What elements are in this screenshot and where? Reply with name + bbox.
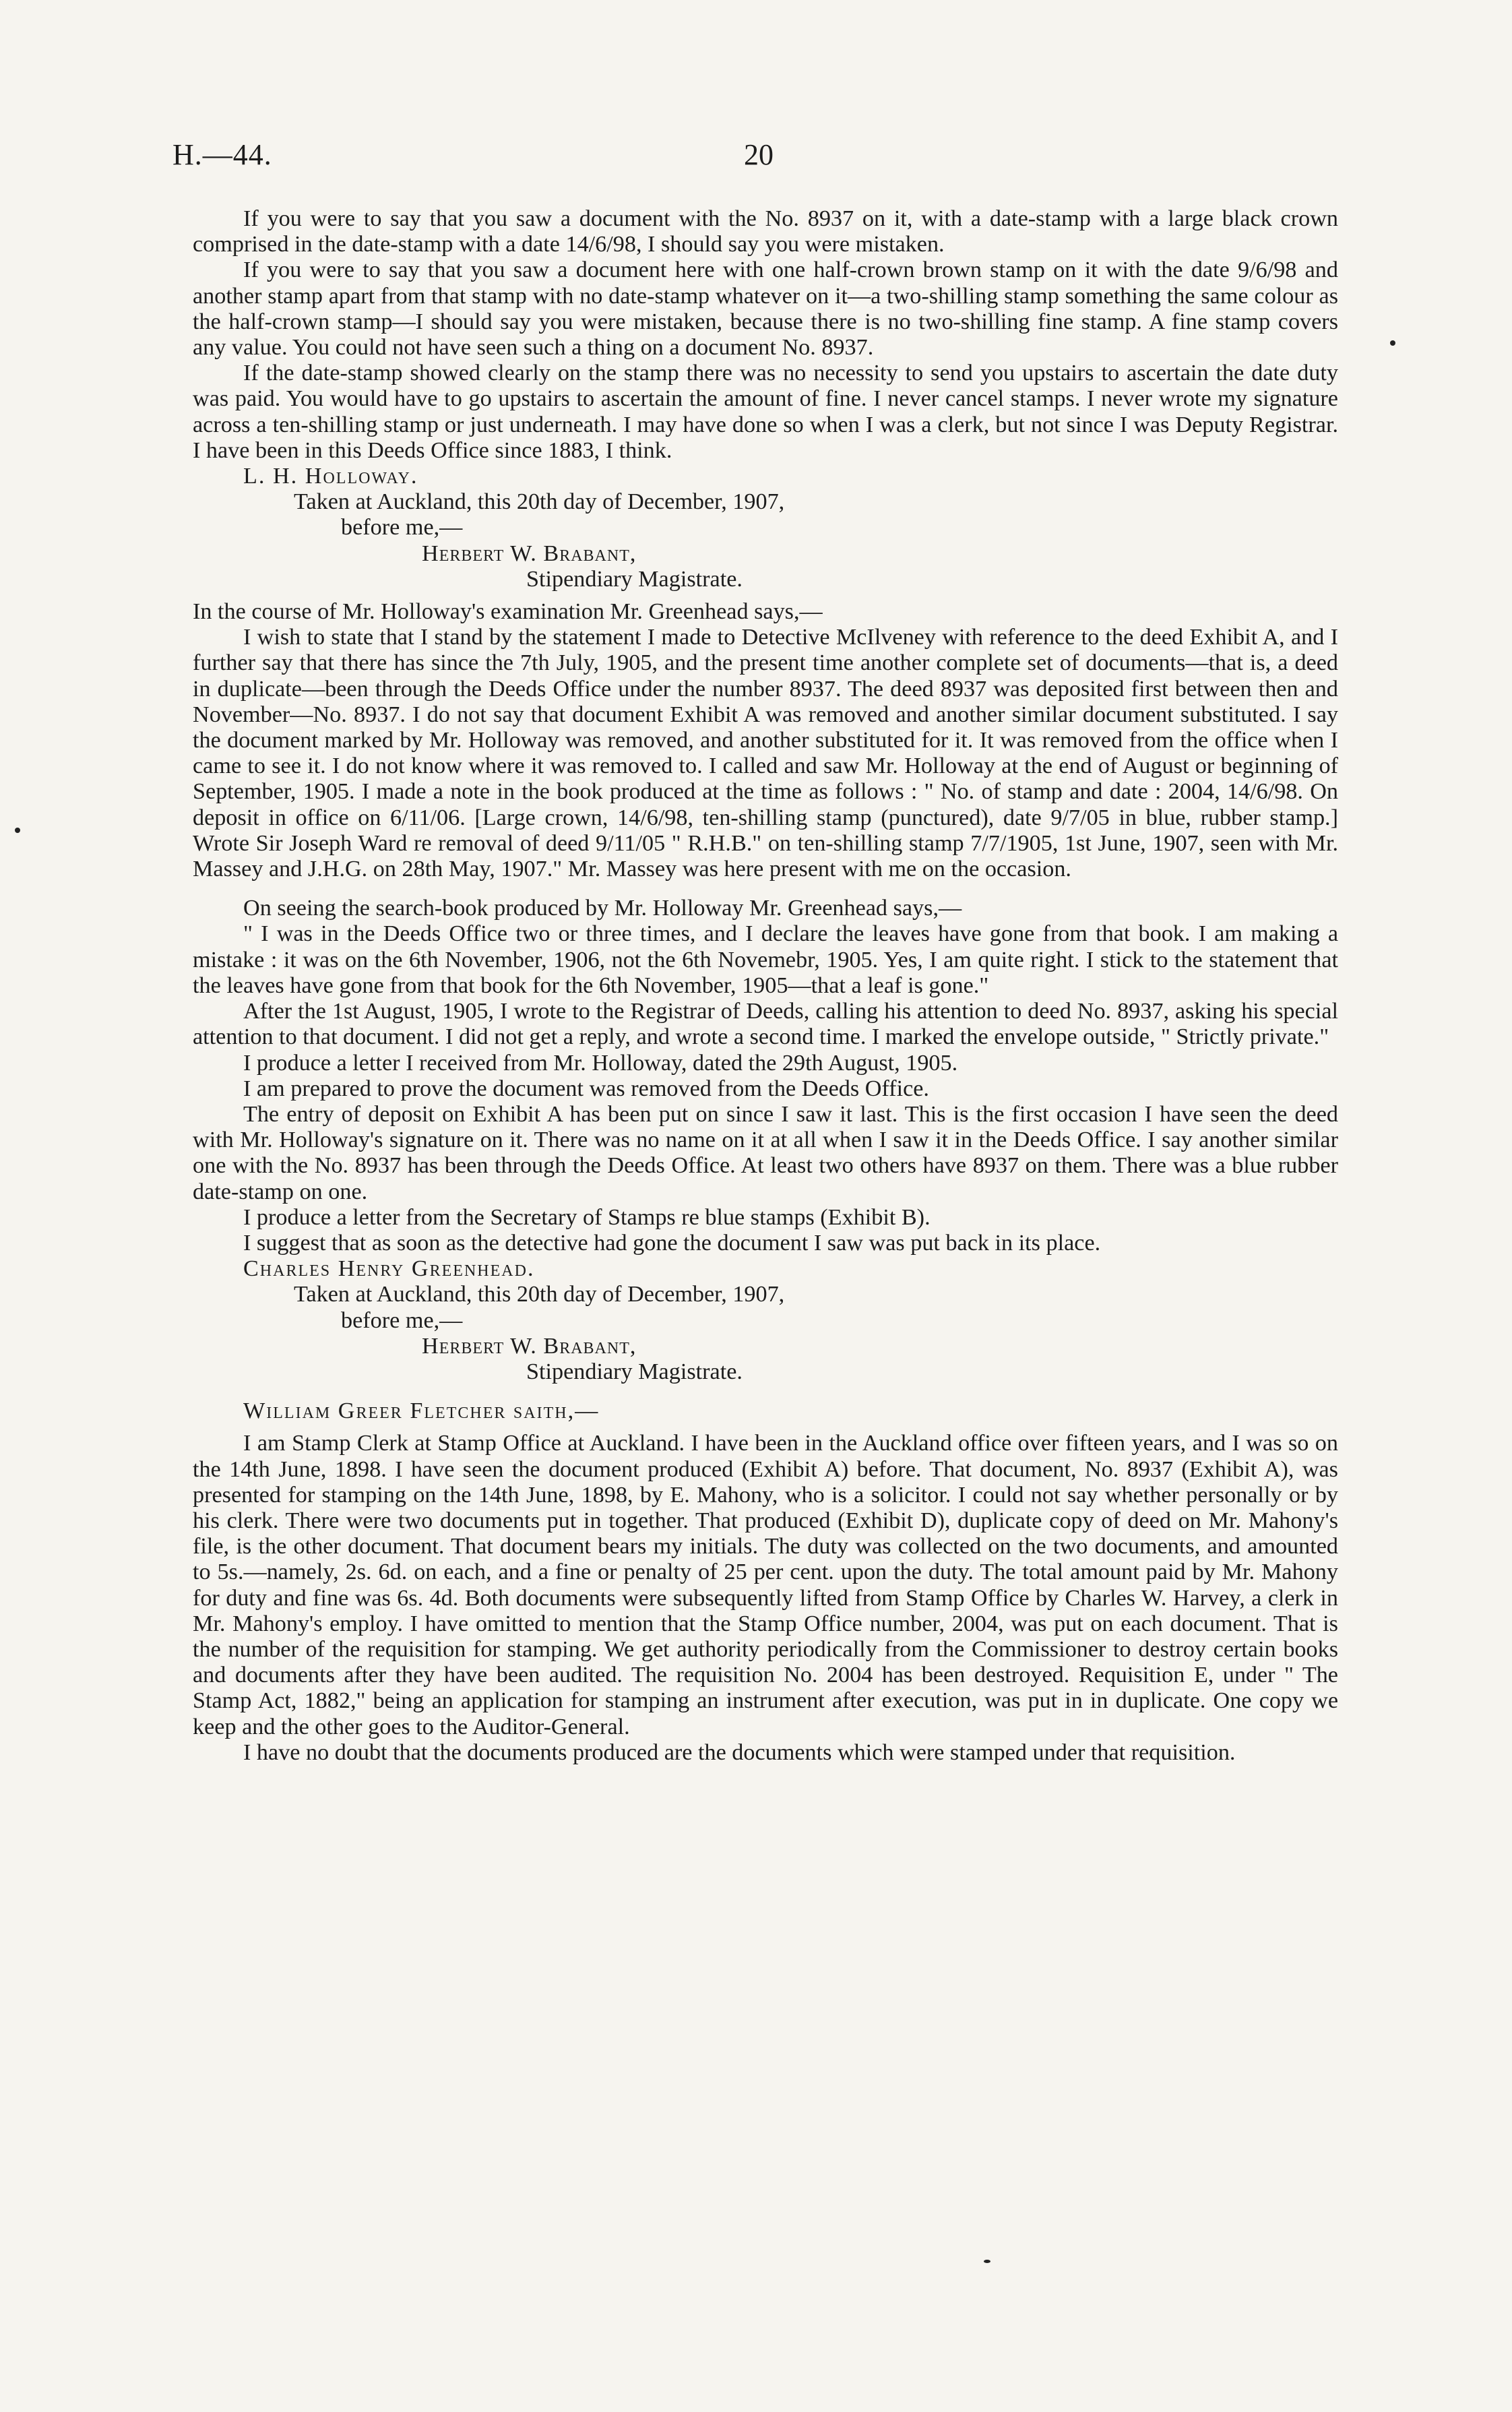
paragraph: The entry of deposit on Exhibit A has been put on since I saw it last. This is the first occasion I have seen the deed with Mr. Holloway's signature on it. There was no name on it at all when I saw it in the Deeds Office. I say another similar one with the No. 8937 has been through the Deeds Office. At least two others have 8937 on them. There was a blue rubber date-stamp on one. bbox=[193, 1101, 1338, 1204]
paragraph: On seeing the search-book produced by Mr. Holloway Mr. Greenhead says,— bbox=[243, 896, 962, 921]
signature-greenhead: Charles Henry Greenhead. bbox=[243, 1256, 535, 1282]
scan-speck bbox=[1390, 340, 1395, 346]
paragraph: I wish to state that I stand by the statement I made to Detective McIlveney with reference to the deed Exhibit A, and I further say that there has since the 7th July, 1905, and the present time another complete set of documents—that is, a deed in duplicate—been through the Deeds Office under the number 8937. The deed 8937 was deposited first between then and November—No. 8937. I do not say that document Exhibit A was removed and another similar document substituted. I say the document marked by Mr. Holloway was removed, and another substituted for it. It was removed from the office when I came to see it. I do not know where it was removed to. I called and saw Mr. Holloway at the end of August or beginning of September, 1905. I made a note in the book produced at the time as follows : " No. of stamp and date : 2004, 14/6/98. On deposit in office on 6/11/06. [Large crown, 14/6/98, ten-shilling stamp (punctured), date 9/7/05 in blue, rubber stamp.] Wrote Sir Joseph Ward re removal of deed 9/11/05 " R.H.B." on ten-shilling stamp 7/7/1905, 1st June, 1907, seen with Mr. Massey and J.H.G. on 28th May, 1907." Mr. Massey was here present with me on the occasion. bbox=[193, 625, 1338, 882]
paragraph: I am prepared to prove the document was removed from the Deeds Office. bbox=[243, 1076, 929, 1101]
paragraph: After the 1st August, 1905, I wrote to the Registrar of Deeds, calling his attention to deed No. 8937, asking his special attention to that document. I did not get a reply, and wrote a second time. I marked the envelope outside, " Strictly private." bbox=[193, 999, 1338, 1050]
signature-holloway: L. H. Holloway. bbox=[243, 464, 418, 489]
magistrate-name: Herbert W. Brabant, bbox=[422, 1333, 637, 1359]
before-me-line: before me,— bbox=[341, 1307, 463, 1333]
paragraph: I produce a letter from the Secretary of Stamps re blue stamps (Exhibit B). bbox=[243, 1204, 931, 1230]
paragraph: I produce a letter I received from Mr. Holloway, dated the 29th August, 1905. bbox=[243, 1050, 958, 1076]
paragraph: I am Stamp Clerk at Stamp Office at Auckland. I have been in the Auckland office over fifteen years, and I was so on the 14th June, 1898. I have seen the document produced (Exhibit A) before. That document, No. 8937 (Exhibit A), was presented for stamping on the 14th June, 1898, by E. Mahony, who is a solicitor. I could not say whether personally or by his clerk. There were two documents put in together. That produced (Exhibit D), duplicate copy of deed on Mr. Mahony's file, is the other document. That document bears my initials. The duty was collected on the two documents, and amounted to 5s.—namely, 2s. 6d. on each, and a fine or penalty of 25 per cent. upon the duty. The total amount paid by Mr. Mahony for duty and fine was 6s. 4d. Both documents were subsequently lifted from Stamp Office by Charles W. Harvey, a clerk in Mr. Mahony's employ. I have omitted to mention that the Stamp Office number, 2004, was put on each document. That is the number of the requisition for stamping. We get authority periodically from the Commissioner to destroy certain books and documents after they have been audited. The requisition No. 2004 has been destroyed. Requisition E, under " The Stamp Act, 1882," being an application for stamping an instrument after execution, was put in in duplicate. One copy we keep and the other goes to the Auditor-General. bbox=[193, 1431, 1338, 1739]
series-number: H.—44. bbox=[172, 138, 272, 171]
paragraph: I suggest that as soon as the detective had gone the document I saw was put back in its place. bbox=[243, 1230, 1101, 1256]
page-number: 20 bbox=[744, 138, 774, 171]
before-me-line: before me,— bbox=[341, 515, 463, 540]
scan-speck bbox=[15, 828, 20, 833]
magistrate-title: Stipendiary Magistrate. bbox=[526, 566, 743, 592]
magistrate-name: Herbert W. Brabant, bbox=[422, 540, 637, 566]
magistrate-title: Stipendiary Magistrate. bbox=[526, 1359, 743, 1384]
taken-at-line: Taken at Auckland, this 20th day of December, 1907, bbox=[294, 1282, 785, 1307]
taken-at-line: Taken at Auckland, this 20th day of December, 1907, bbox=[294, 489, 785, 515]
document-body bbox=[193, 206, 1338, 1766]
paragraph: In the course of Mr. Holloway's examination Mr. Greenhead says,— bbox=[193, 599, 823, 625]
witness-heading: William Greer Fletcher saith,— bbox=[243, 1398, 600, 1424]
paragraph: If you were to say that you saw a document with the No. 8937 on it, with a date-stamp with a large black crown comprised in the date-stamp with a date 14/6/98, I should say you were mistaken. bbox=[193, 206, 1338, 257]
scan-speck bbox=[984, 2260, 990, 2263]
paragraph: I have no doubt that the documents produced are the documents which were stamped under that requisition. bbox=[243, 1739, 1236, 1765]
paragraph: If the date-stamp showed clearly on the stamp there was no necessity to send you upstairs to ascertain the date duty was paid. You would have to go upstairs to ascertain the amount of fine. I never cancel stamps. I never wrote my signature across a ten-shilling stamp or just underneath. I may have done so when I was a clerk, but not since I was Deputy Registrar. I have been in this Deeds Office since 1883, I think. bbox=[193, 361, 1338, 463]
paragraph: If you were to say that you saw a document here with one half-crown brown stamp on it with the date 9/6/98 and another stamp apart from that stamp with no date-stamp whatever on it—a two-shilling stamp something the same colour as the half-crown stamp—I should say you were mistaken, because there is no two-shilling fine stamp. A fine stamp covers any value. You could not have seen such a thing on a document No. 8937. bbox=[193, 257, 1338, 361]
paragraph: " I was in the Deeds Office two or three times, and I declare the leaves have gone from that book. I am making a mistake : it was on the 6th November, 1906, not the 6th Novemebr, 1905. Yes, I am quite right. I stick to the statement that the leaves have gone from that book for the 6th November, 1905—that a leaf is gone." bbox=[193, 921, 1338, 998]
